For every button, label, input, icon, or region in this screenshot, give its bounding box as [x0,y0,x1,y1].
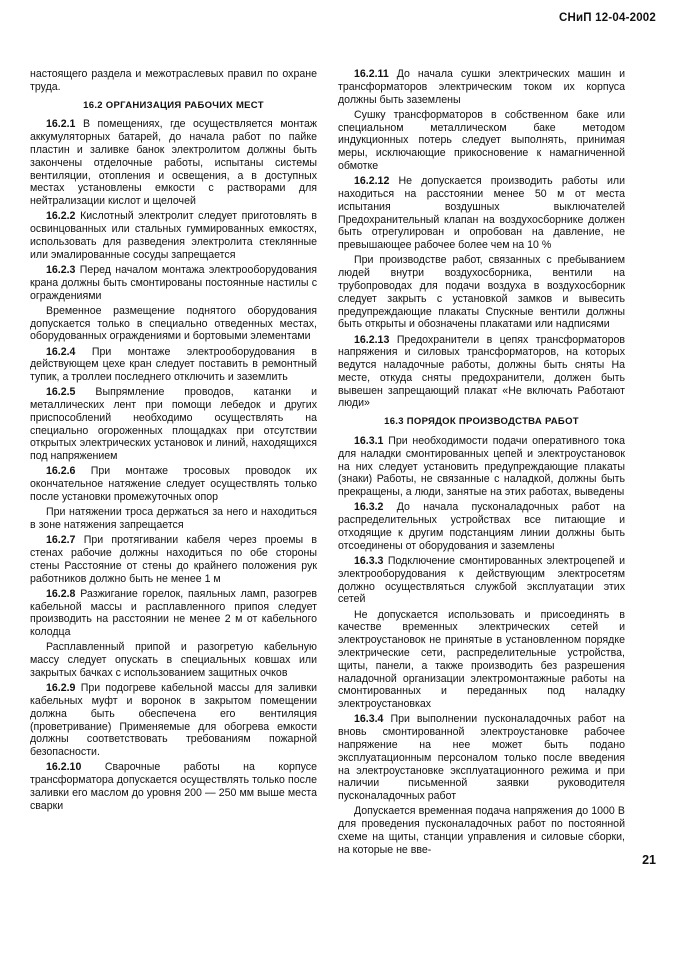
paragraph-text: В помещениях, где осуществляется монтаж аккумуляторных батарей, до начала работ по пайке пластин и заливке банок электролитом должны быть закончены отделочные работы, испытаны системы вентиляции, отопления и освещения, а в доступных местах установлены емкости с растворами для нейтрализации кислот и щелочей [30,118,317,208]
clause-number: 16.2.13 [354,333,390,346]
clause-number: 16.2.8 [46,587,76,600]
paragraph [338,109,625,173]
paragraph-text: Разжигание горелок, паяльных ламп, разогрев кабельной массы и расплавленного припоя следует производить на расстоянии не менее 2 м от кабельного колодца [30,587,317,639]
clause-number: 16.3.4 [354,713,384,726]
paragraph [338,555,625,606]
paragraph [30,346,317,384]
paragraph-text: При производстве работ, связанных с пребыванием людей внутри воздухосборника, вентили на трубопроводах для подачи воздуха в воздухосборник следует закрыть с установкой замков и вывесить предупреждающие плакаты Спускные вентили должны быть открыты и обозначены плакатами или надписями [338,254,625,331]
section-heading: 16.3 ПОРЯДОК ПРОИЗВОДСТВА РАБОТ [384,416,579,428]
paragraph [338,501,625,552]
clause-number: 16.2.9 [46,682,76,695]
paragraph-text: Расплавленный припой и разогретую кабельную массу следует опускать в специальных ковшах или закрытых бачках с использованием защитных очков [30,641,317,679]
clause-number: 16.2.10 [46,761,82,774]
paragraph [30,210,317,261]
paragraph-text: До начала пусконаладочных работ на распределительных устройствах все питающие и отходящие к другим подстанциям линии должны быть отсоединены от оборудования и заземлены [338,501,625,552]
paragraph-text: При протягивании кабеля через проемы в стенах рабочие должны находиться по обе стороны стены Расстояние от стены до крайнего положения рук работников должно быть не менее 1 м [30,534,317,585]
clause-number: 16.2.1 [46,118,76,131]
clause-number: 16.2.6 [46,465,76,478]
clause-number: 16.2.3 [46,263,76,276]
paragraph-text: Подключение смонтированных электроцепей и электрооборудования к действующим электросетям должно осуществляться службой эксплуатации этих сетей [338,555,625,606]
paragraph-text: До начала сушки электрических машин и трансформаторов электрическим током их корпуса должны быть заземлены [338,68,625,106]
clause-number: 16.2.11 [354,68,389,80]
paragraph-text: Допускается временная подача напряжения до 1000 В для проведения пусконаладочных работ по постоянной схеме на щиты, станции управления и силовые сборки, на которые не вве- [338,805,625,856]
clause-number: 16.2.5 [46,386,76,399]
paragraph-text: Предохранители в цепях трансформаторов напряжения и силовых трансформаторов, на которых ведутся наладочные работы, должны быть сняты На месте, откуда сняты предохранители, должен быть вывешен запрещающий плакат «Не включать Работают люди» [338,333,625,410]
right-text-column [338,68,625,859]
left-text-column [30,68,317,815]
paragraph [338,609,625,711]
paragraph-text: Не допускается производить работы или находиться на расстоянии менее 50 м от места испытания воздушных выключателей Предохранительный клапан на воздухосборнике должен быть отрегулирован и опробован на давление, не превышающее рабочее более чем на 10 % [338,175,625,252]
paragraph [30,465,317,503]
paragraph [338,334,625,411]
paragraph [30,118,317,208]
clause-number: 16.2.4 [46,345,76,358]
paragraph [30,682,317,759]
paragraph-text: Временное размещение поднятого оборудования допускается только в специально отведенных местах, оборудованных ограждениями и бортовыми элементами [30,304,317,343]
paragraph-text: Сушку трансформаторов в собственном баке или специальном металлическом баке методом индукционных потерь следует выполнять, принимая меры, исключающие прикосновение к намагниченной обмотке [338,108,625,172]
paragraph [338,713,625,803]
clause-number: 16.3.1 [354,435,384,448]
paragraph-text: При натяжении троса держаться за него и находиться в зоне натяжения запрещается [30,506,317,532]
paragraph [30,534,317,585]
paragraph [338,175,625,252]
paragraph [30,264,317,302]
clause-number: 16.3.3 [354,555,384,568]
paragraph-text: Сварочные работы на корпусе трансформатора допускается осуществлять только после заливки его маслом до уровня 200 — 250 мм выше места сварки [30,761,317,812]
paragraph [338,254,625,331]
paragraph [30,641,317,679]
paragraph-text: Перед началом монтажа электрооборудования крана должны быть смонтированы постоянные настилы с ограждениями [30,263,317,302]
paragraph-text: При необходимости подачи оперативного тока для наладки смонтированных цепей и электроустановок на них следует установить предупреждающие плакаты (знаки) Работы, не связанные с наладкой, должны быть прекращены, а люди, занятые на этих работах, выведены [338,435,625,499]
clause-number: 16.2.2 [46,210,76,223]
paragraph [338,68,625,106]
paragraph [30,761,317,812]
document-code-header: СНиП 12-04-2002 [559,12,656,24]
clause-number: 16.2.7 [46,534,76,547]
paragraph-text: При подогреве кабельной массы для заливки кабельных муфт и воронок в закрытом помещении должна быть обеспечена его вентиляция (проветривание) Применяемые для обогрева емкости должны соответствовать требованиям пожарной безопасности. [30,682,317,759]
paragraph [30,506,317,532]
paragraph [30,305,317,343]
section-heading: 16.2 ОРГАНИЗАЦИЯ РАБОЧИХ МЕСТ [83,99,264,111]
clause-number: 16.2.12 [354,175,390,188]
clause-number: 16.3.2 [354,501,384,514]
paragraph-text: При выполнении пусконаладочных работ на вновь смонтированной электроустановке рабочее напряжение на нее может быть подано эксплуатационным персоналом только после введения на электроустановке эксплуатационного режима и при наличии письменной заявки руководителя пусконаладочных работ [338,713,625,803]
paragraph-text: Кислотный электролит следует приготовлять в освинцованных или стальных гуммированных емкостях, использовать для разведения электролита стеклянные или эмалированные сосуды запрещается [30,210,317,261]
paragraph [30,386,317,463]
paragraph-text: При монтаже тросовых проводок их окончательное натяжение следует осуществлять только после установки промежуточных опор [30,465,317,504]
paragraph [338,805,625,856]
paragraph-text: Выпрямление проводов, катанки и металлических лент при помощи лебедок и других приспособлений необходимо осуществлять на специально огороженных площадках при отсутствии открытых электрических установок и линий, находящихся под напряжением [30,386,317,463]
paragraph [30,588,317,639]
paragraph [30,68,317,94]
paragraph-text: настоящего раздела и межотраслевых правил по охране труда. [30,68,317,93]
page-number: 21 [642,853,656,867]
paragraph-text: При монтаже электрооборудования в действующем цехе кран следует поставить в ремонтный тупик, а троллеи последнего отключить и заземлить [30,345,317,384]
paragraph-text: Не допускается использовать и присоединять в качестве временных электрических сетей и электроустановок не принятые в установленном порядке электрические сети, распределительные устройства, щиты, панели, а также производить без разрешения наладочной организации электромонтажные работы на смонтированных и переданных под наладку электроустановках [338,608,625,711]
paragraph [338,435,625,499]
